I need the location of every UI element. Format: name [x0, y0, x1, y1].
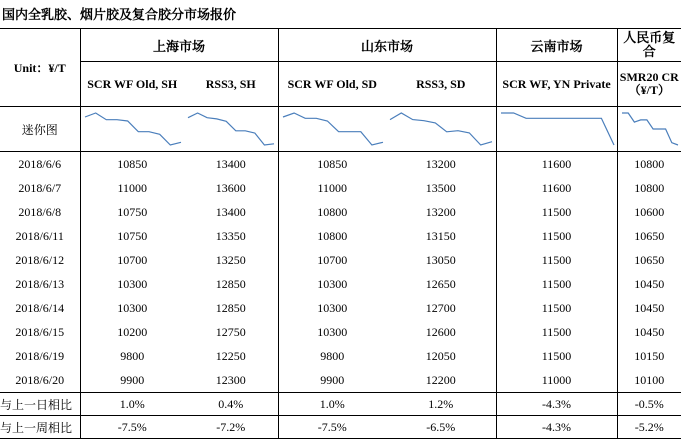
- sparkline-cell: [386, 107, 496, 152]
- price-cell: 11600: [496, 152, 617, 177]
- price-cell: 10650: [634, 252, 665, 267]
- price-cell: 10700: [117, 252, 148, 267]
- price-cell: 11000: [317, 180, 348, 195]
- sparkline-cell: [278, 107, 386, 152]
- sparkline-chart: [497, 107, 618, 151]
- table-row: [0, 296, 681, 320]
- price-cell: 10650: [634, 228, 665, 243]
- price-cell: 10750: [117, 204, 148, 219]
- price-cell: 10850: [117, 156, 148, 171]
- change-label: 与上一日相比: [0, 393, 80, 416]
- price-cell: 10300: [317, 300, 348, 315]
- price-cell: 13200: [386, 152, 496, 177]
- sparkline-line: [85, 113, 181, 145]
- price-cell: 13350: [184, 224, 278, 248]
- price-cell: 10800: [634, 156, 665, 171]
- col-header-scr-sd: SCR WF Old, SD: [287, 76, 377, 91]
- date-cell: 2018/6/19: [0, 344, 80, 368]
- price-cell: 10450: [634, 300, 665, 315]
- price-cell: 10300: [117, 276, 148, 291]
- price-cell: 10100: [634, 372, 665, 387]
- date-cell: 2018/6/13: [0, 272, 80, 296]
- price-cell: 11000: [117, 180, 148, 195]
- table-row: [0, 248, 681, 272]
- price-cell: 13400: [184, 152, 278, 177]
- price-cell: 11600: [496, 176, 617, 200]
- price-cell: 12250: [184, 344, 278, 368]
- change-cell: -4.3%: [496, 393, 617, 416]
- market-shanghai: 上海市场: [80, 29, 278, 62]
- price-table: [0, 28, 681, 439]
- price-cell: 9900: [120, 372, 145, 387]
- sparkline-cell: [496, 107, 617, 152]
- price-cell: 11500: [496, 248, 617, 272]
- date-cell: 2018/6/7: [0, 176, 80, 200]
- col-header-scr-sh: SCR WF Old, SH: [87, 76, 178, 91]
- table-row: [0, 152, 681, 177]
- sparkline-chart: [81, 107, 185, 151]
- price-cell: 11500: [496, 224, 617, 248]
- price-cell: 13600: [184, 176, 278, 200]
- sparkline-chart: [386, 107, 496, 151]
- change-row: [0, 416, 681, 439]
- price-cell: 9800: [120, 348, 145, 363]
- price-cell: 12600: [386, 320, 496, 344]
- price-cell: 11500: [496, 200, 617, 224]
- change-row: [0, 393, 681, 416]
- price-cell: 12700: [386, 296, 496, 320]
- sparkline-line: [390, 113, 492, 145]
- market-rmb-composite: 人民币复合: [617, 29, 681, 62]
- change-label: 与上一周相比: [0, 416, 80, 439]
- date-cell: 2018/6/20: [0, 368, 80, 393]
- change-cell: -6.5%: [386, 416, 496, 439]
- price-cell: 12300: [184, 368, 278, 393]
- sparkline-chart: [279, 107, 387, 151]
- col-header-rss3-sh: RSS3, SH: [184, 62, 278, 107]
- market-shandong: 山东市场: [278, 29, 496, 62]
- date-cell: 2018/6/8: [0, 200, 80, 224]
- col-header-rss3-sd: RSS3, SD: [386, 62, 496, 107]
- price-cell: 10300: [317, 324, 348, 339]
- price-cell: 12850: [184, 272, 278, 296]
- date-cell: 2018/6/15: [0, 320, 80, 344]
- date-cell: 2018/6/14: [0, 296, 80, 320]
- price-cell: 12650: [386, 272, 496, 296]
- unit-label: Unit：¥/T: [0, 29, 80, 107]
- sparkline-cell: [184, 107, 278, 152]
- change-cell: -7.5%: [278, 416, 386, 439]
- price-cell: 13050: [386, 248, 496, 272]
- price-cell: 11500: [496, 272, 617, 296]
- change-cell: -7.2%: [184, 416, 278, 439]
- price-cell: 10450: [634, 324, 665, 339]
- price-cell: 9800: [320, 348, 345, 363]
- sparkline-label: 迷你图: [0, 107, 80, 152]
- price-cell: 13150: [386, 224, 496, 248]
- table-row: [0, 272, 681, 296]
- sparkline-chart: [184, 107, 278, 151]
- sparkline-line: [188, 113, 274, 145]
- table-row: [0, 320, 681, 344]
- table-row: [0, 368, 681, 393]
- table-row: [0, 224, 681, 248]
- change-cell: 1.0%: [80, 393, 184, 416]
- price-cell: 11500: [496, 296, 617, 320]
- price-cell: 13400: [184, 200, 278, 224]
- col-header-smr20: SMR20 CR（¥/T）: [619, 70, 679, 97]
- price-cell: 9900: [320, 372, 345, 387]
- date-cell: 2018/6/12: [0, 248, 80, 272]
- price-cell: 11500: [496, 320, 617, 344]
- price-cell: 10450: [634, 276, 665, 291]
- price-cell: 10300: [317, 276, 348, 291]
- price-cell: 10600: [634, 204, 665, 219]
- change-cell: -5.2%: [617, 416, 681, 439]
- price-cell: 12850: [184, 296, 278, 320]
- price-cell: 10750: [117, 228, 148, 243]
- change-cell: 1.2%: [386, 393, 496, 416]
- sparkline-line: [501, 113, 614, 145]
- price-cell: 10200: [117, 324, 148, 339]
- price-cell: 11000: [496, 368, 617, 393]
- table-row: [0, 344, 681, 368]
- sparkline-chart: [618, 107, 681, 151]
- col-header-scr-yn: SCR WF, YN Private: [496, 62, 617, 107]
- price-cell: 12050: [386, 344, 496, 368]
- change-cell: -0.5%: [617, 393, 681, 416]
- price-cell: 13500: [386, 176, 496, 200]
- price-cell: 11500: [496, 344, 617, 368]
- sparkline-line: [622, 113, 678, 145]
- price-cell: 10800: [317, 204, 348, 219]
- sparkline-line: [283, 113, 383, 145]
- sparkline-cell: [617, 107, 681, 152]
- change-cell: 1.0%: [278, 393, 386, 416]
- price-cell: 12200: [386, 368, 496, 393]
- sparkline-cell: [80, 107, 184, 152]
- price-cell: 10700: [317, 252, 348, 267]
- date-cell: 2018/6/11: [0, 224, 80, 248]
- price-cell: 10850: [317, 156, 348, 171]
- price-cell: 10150: [634, 348, 665, 363]
- change-cell: -4.3%: [496, 416, 617, 439]
- table-row: [0, 200, 681, 224]
- change-cell: 0.4%: [184, 393, 278, 416]
- table-row: [0, 176, 681, 200]
- change-cell: -7.5%: [80, 416, 184, 439]
- price-cell: 12750: [184, 320, 278, 344]
- date-cell: 2018/6/6: [0, 152, 80, 177]
- price-cell: 13200: [386, 200, 496, 224]
- table-title: 国内全乳胶、烟片胶及复合胶分市场报价: [2, 7, 237, 22]
- price-cell: 13250: [184, 248, 278, 272]
- market-yunnan: 云南市场: [496, 29, 617, 62]
- price-cell: 10800: [634, 180, 665, 195]
- price-cell: 10800: [317, 228, 348, 243]
- price-cell: 10300: [117, 300, 148, 315]
